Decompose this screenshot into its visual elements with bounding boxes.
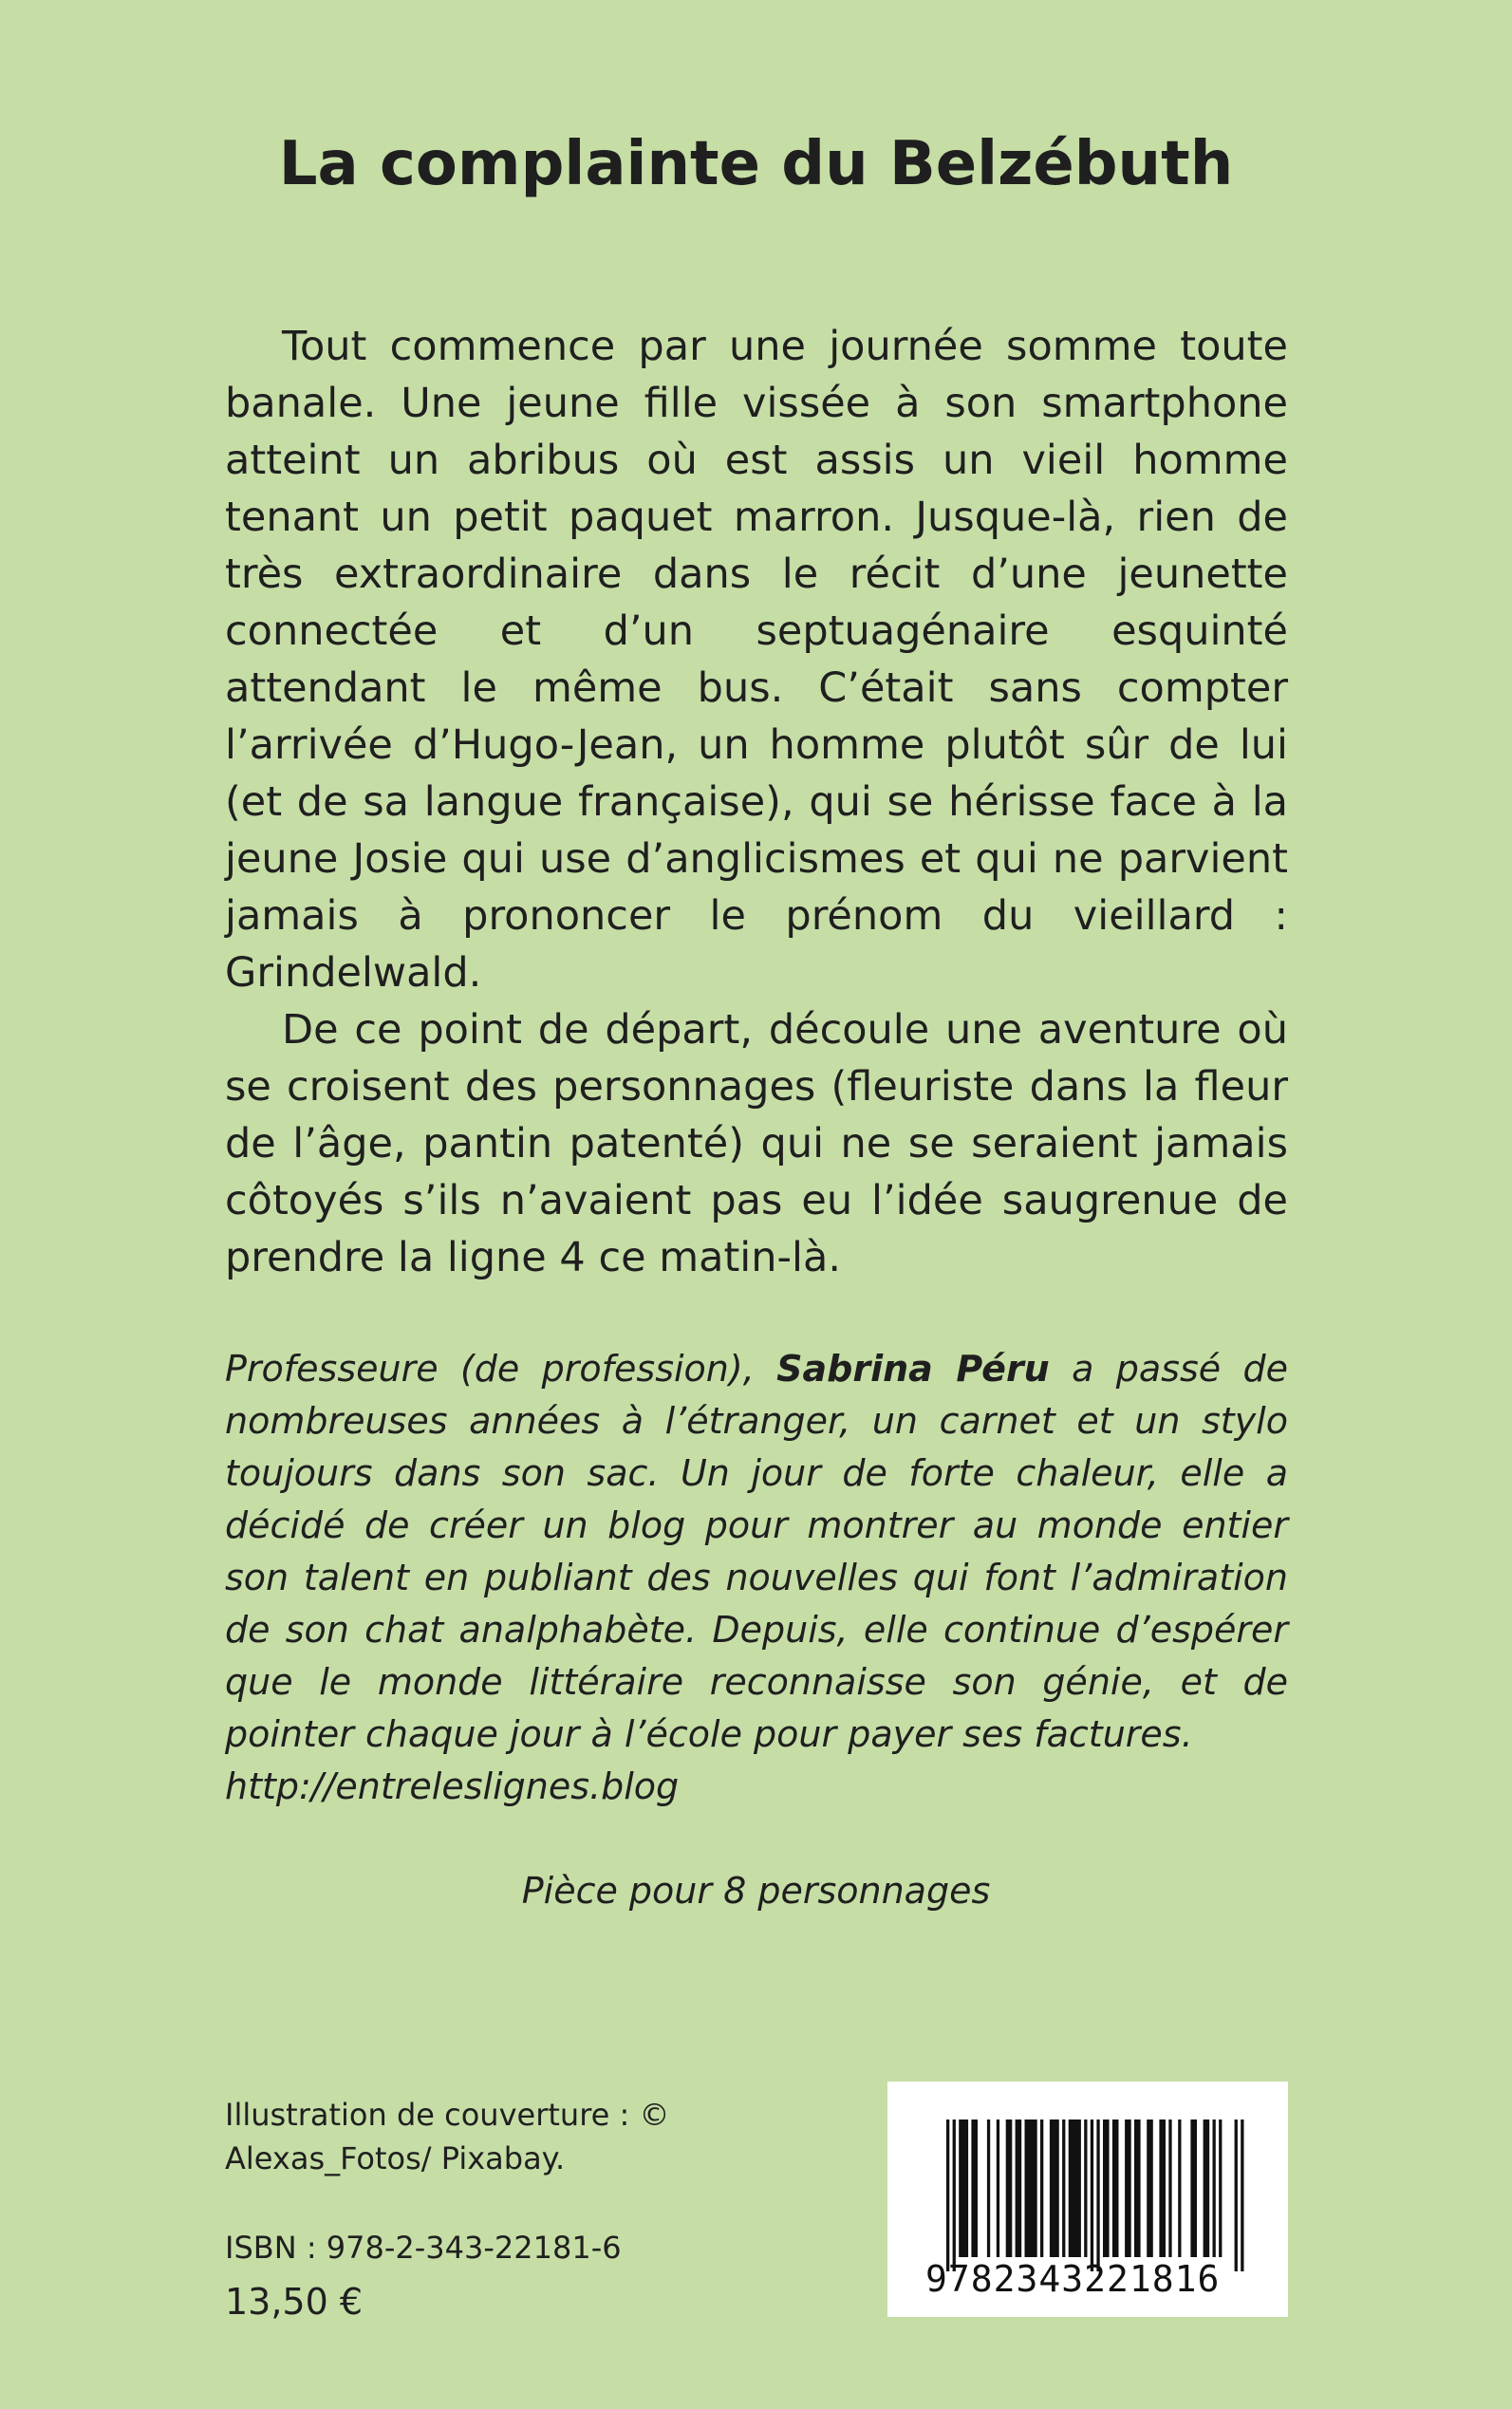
author-name: Sabrina Péru (776, 1348, 1050, 1390)
barcode-bar (1069, 2120, 1081, 2257)
barcode-bar (1235, 2120, 1238, 2271)
barcode-bar (1219, 2120, 1222, 2257)
barcode-bar (1112, 2120, 1119, 2257)
bio-text: a passé de nombreuses années à l’étranger, un carnet et un stylo toujours dans son sac. Un jour de forte chaleur, elle a décidé de créer un blog pour montrer au monde entier son talent en publiant des nouvelles qui font l’admiration de son chat analphabète. Depuis, elle continue d’espérer que le monde littéraire reconnaisse son génie, et de pointer chaque jour à l’école pour payer ses factures. (225, 1348, 1288, 1755)
author-bio (225, 1343, 1288, 1813)
barcode-bar (1159, 2120, 1166, 2257)
barcode-bar (1006, 2120, 1013, 2257)
barcode-bar (1241, 2120, 1243, 2271)
barcode-bar (1040, 2120, 1043, 2257)
summary-paragraph: De ce point de départ, découle une aventure où se croisent des personnages (fleuriste dans la fleur de l’âge, pantin patenté) qui ne se seraient jamais côtoyés s’ils n’avaient pas eu l’idée saugrenue de prendre la ligne 4 ce matin-là. (225, 1006, 1288, 1281)
author-blog-url: http://entreleslignes.blog (225, 1765, 680, 1807)
summary-paragraph: Tout commence par une journée somme toute banale. Une jeune fille vissée à son smartphone atteint un abribus où est assis un vieil homme tenant un petit paquet marron. Jusque-là, rien de très extraordinaire dans le récit d’une jeunette connectée et d’un septuagénaire esquinté attendant le même bus. C’était sans compter l’arrivée d’Hugo-Jean, un homme plutôt sûr de lui (et de sa langue française), qui se hérisse face à la jeune Josie qui use d’anglicismes et qui ne parvient jamais à prononcer le prénom du vieillard : Grindelwald. (225, 323, 1288, 997)
barcode-bar (1096, 2120, 1099, 2271)
barcode-bar (1050, 2120, 1059, 2257)
barcode-bar (1204, 2120, 1210, 2257)
isbn: ISBN : 978-2-343-22181-6 (225, 2230, 622, 2266)
barcode-bar (1134, 2120, 1141, 2257)
barcode-bar (1147, 2120, 1153, 2257)
book-title: La complainte du Belzébuth (278, 129, 1234, 199)
barcode-bar (1190, 2120, 1197, 2257)
barcode (887, 2082, 1288, 2317)
barcode-bar (997, 2120, 999, 2257)
barcode-digits: 9782343221816 (925, 2258, 1221, 2300)
barcode-bar (1125, 2120, 1131, 2257)
barcode-bar (1168, 2120, 1171, 2257)
barcode-bar (959, 2120, 968, 2257)
bio-intro: Professeure (de profession), (225, 1348, 777, 1390)
barcode-bar (1213, 2120, 1216, 2257)
barcode-bar (1025, 2120, 1037, 2257)
barcode-bar (1103, 2120, 1110, 2257)
barcode-bar (1062, 2120, 1065, 2257)
cover-credits: Illustration de couverture : © Alexas_Fotos/ Pixabay. (225, 2097, 670, 2176)
barcode-bar (971, 2120, 978, 2257)
barcode-bar (1178, 2120, 1181, 2257)
barcode-bar (946, 2120, 949, 2271)
barcode-bar (953, 2120, 956, 2271)
barcode-bar (1016, 2120, 1022, 2257)
genre-line: Pièce pour 8 personnages (521, 1870, 991, 1912)
barcode-bar (987, 2120, 990, 2257)
barcode-bar (1091, 2120, 1093, 2271)
price: 13,50 € (225, 2281, 364, 2323)
back-cover-summary (225, 318, 1288, 1286)
barcode-bar (1084, 2120, 1087, 2257)
